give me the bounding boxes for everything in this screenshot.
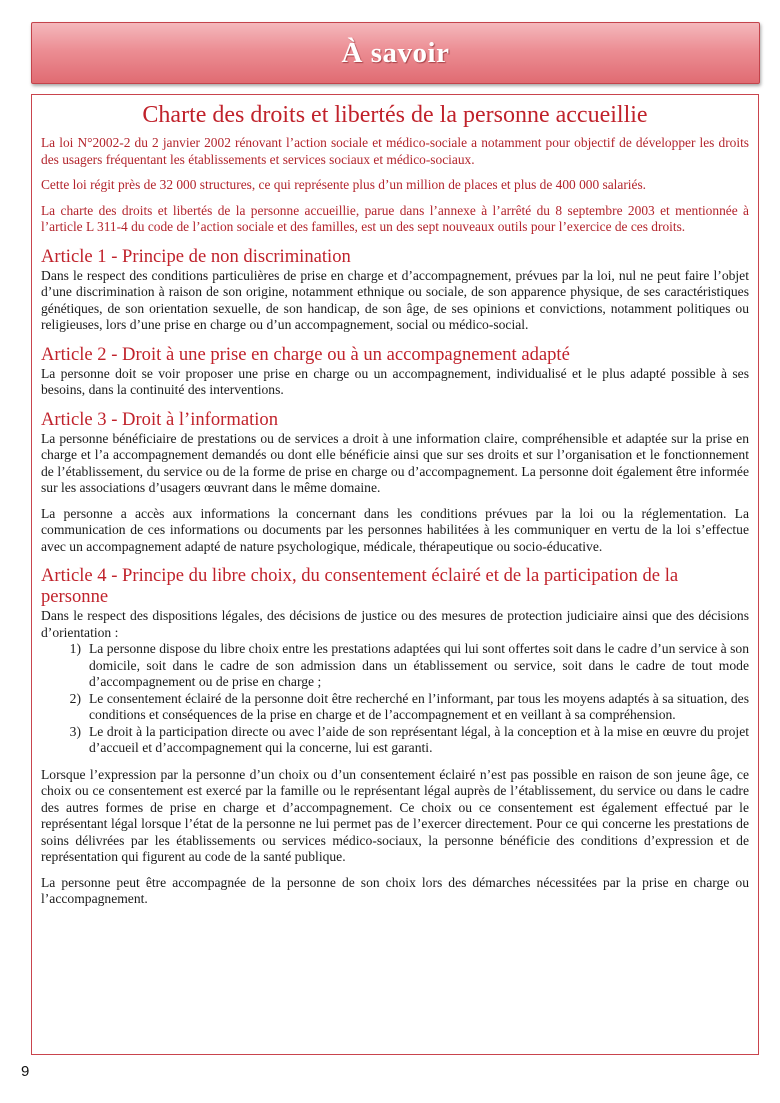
- list-item: [41, 724, 749, 757]
- list-item-text: Le consentement éclairé de la personne doit être recherché en l’informant, par tous les moyens adaptés à sa situation, des conditions et conséquences de la prise en charge et de l’accompagnement et en veillant à sa compréhension.: [89, 690, 749, 722]
- intro-paragraph-3: La charte des droits et libertés de la personne accueillie, parue dans l’annexe à l’arrêté du 8 septembre 2003 et mentionnée à l’article L 311-4 du code de l’action sociale et des familles, est un des sept nouveaux outils pour l’exercice de ces droits.: [41, 202, 749, 234]
- article-4-title: Article 4 - Principe du libre choix, du consentement éclairé et de la participation de la personne: [41, 565, 679, 607]
- article-2-body: La personne doit se voir proposer une prise en charge ou un accompagnement, individualisé et le plus adapté possible à ses besoins, dans la continuité des interventions.: [41, 365, 749, 397]
- list-item-number: 2): [69, 690, 81, 706]
- article-4-body-2: La personne peut être accompagnée de la personne de son choix lors des démarches nécessitées par la prise en charge ou l’accompagnement.: [41, 874, 749, 906]
- page-number: 9: [21, 1063, 30, 1080]
- article-4-lead: Dans le respect des dispositions légales, des décisions de justice ou des mesures de protection judiciaire ainsi que des décisions d’orientation :: [41, 608, 749, 640]
- list-item: [41, 691, 749, 724]
- list-item-number: 1): [69, 641, 81, 656]
- banner-title: À savoir: [341, 36, 450, 69]
- article-1-title: Article 1 - Principe de non discrimination: [41, 245, 351, 267]
- list-item-text: Le droit à la participation directe ou avec l’aide de son représentant légal, à la conception et à la mise en œuvre du projet d’accueil et d’accompagnement qui la concerne, lui est garanti.: [89, 723, 749, 755]
- article-3-title: Article 3 - Droit à l’information: [41, 408, 278, 430]
- list-item-text: La personne dispose du libre choix entre les prestations adaptées qui lui sont offertes soit dans le cadre d’un service à son domicile, soit dans le cadre de son admission dans un établissement ou service, soit dans le cadre de tout mode d’accompagnement ou de prise en charge ;: [89, 641, 749, 689]
- list-item: [41, 641, 749, 691]
- page-title: Charte des droits et libertés de la personne accueillie: [142, 102, 648, 128]
- article-2-title: Article 2 - Droit à une prise en charge ou à un accompagnement adapté: [41, 343, 570, 365]
- article-4-body-1: Lorsque l’expression par la personne d’un choix ou d’un consentement éclairé n’est pas possible en raison de son jeune âge, ce choix ou ce consentement est exercé par la famille ou le représentant légal auprès de l’établissement, du service ou dans le cadre des autres formes de prise en charge et d’accompagnement. Ce choix ou ce consentement est également effectué par le représentant légal lorsque l’état de la personne ne lui permet pas de l’exercer directement. Pour ce qui concerne les prestations de soins délivrées par les établissements ou services médico-sociaux, la personne bénéficie des conditions d’expression et de représentation qui figurent au code de la santé publique.: [41, 766, 749, 864]
- intro-paragraph-2: Cette loi régit près de 32 000 structures, ce qui représente plus d’un million de places et plus de 400 000 salariés.: [41, 177, 647, 192]
- article-3-body-2: La personne a accès aux informations la concernant dans les conditions prévues par la loi ou la réglementation. La communication de ces informations ou documents par les personnes habilitées à les communiquer en vertu de la loi s’effectue avec un accompagnement adapté de nature psychologique, médicale, thérapeutique ou socio-éducative.: [41, 505, 749, 554]
- list-item-number: 3): [69, 723, 81, 739]
- article-4-list: [41, 641, 749, 757]
- intro-paragraph-1: La loi N°2002-2 du 2 janvier 2002 rénovant l’action sociale et médico-sociale a notamment pour objectif de développer les droits des usagers fréquentant les établissements et services sociaux et médico-sociaux.: [41, 135, 749, 167]
- article-1-body: Dans le respect des conditions particulières de prise en charge et d’accompagnement, prévues par la loi, nul ne peut faire l’objet d’une discrimination à raison de son origine, notamment ethnique ou sociale, de son apparence physique, de ses caractéristiques génétiques, de son orientation sexuelle, de son handicap, de son âge, de ses opinions et convictions, notamment politiques ou religieuses, lors d’une prise en charge ou d’un accompagnement, social ou médico-social.: [41, 267, 749, 332]
- article-3-body-1: La personne bénéficiaire de prestations ou de services a droit à une information claire, compréhensible et adaptée sur la prise en charge et l’a accompagnement demandés ou dont elle bénéficie ainsi que sur ses droits et sur l’organisation et le fonctionnement de l’établissement, du service ou de la forme de prise en charge ou d’accompagnement. La personne doit également être informée sur les associations d’usagers œuvrant dans le même domaine.: [41, 430, 749, 495]
- section-banner: [31, 22, 760, 84]
- page-content: [41, 100, 749, 917]
